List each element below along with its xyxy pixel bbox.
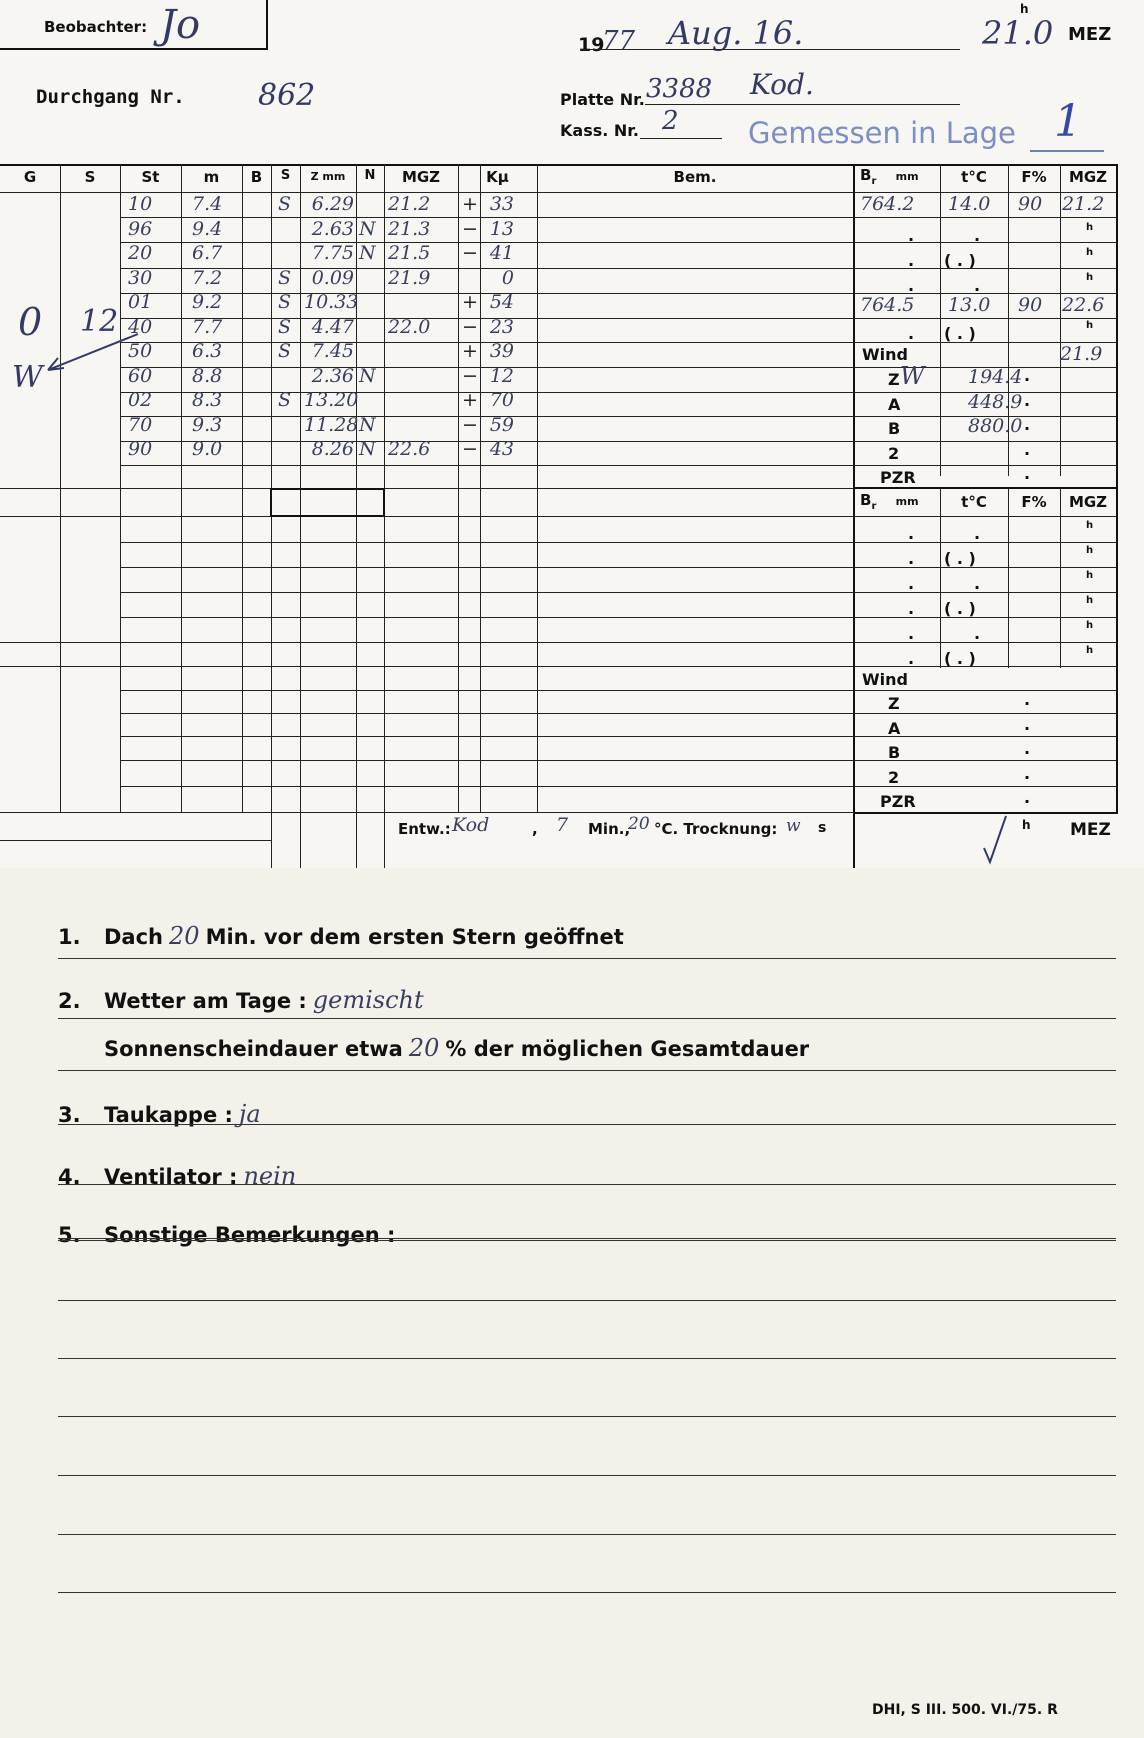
weather2-col-sep xyxy=(1060,488,1061,668)
constant-label: 2 xyxy=(888,767,900,787)
note-prefix: Dach xyxy=(104,925,164,949)
weather-b-1: 764.2 xyxy=(860,193,915,215)
col-header-z: Z mm xyxy=(310,170,346,183)
weather2-header-f: F% xyxy=(1021,493,1047,511)
note-line xyxy=(58,1124,1116,1125)
weather-r-sub: r xyxy=(871,176,877,187)
note-line xyxy=(58,1238,1116,1239)
cell-k: 41 xyxy=(489,242,514,264)
date-value: Aug. 16. xyxy=(668,14,804,52)
cell-k: 70 xyxy=(489,389,514,411)
weather2-header-b xyxy=(860,491,940,512)
note-suffix: % der möglichen Gesamtdauer xyxy=(445,1037,810,1061)
footer-tz: MEZ xyxy=(1070,820,1111,840)
cell-s: S xyxy=(278,266,292,289)
cell-k: 54 xyxy=(489,291,514,313)
table-top-border xyxy=(0,164,1118,166)
cell-st: 02 xyxy=(128,389,153,411)
row-line xyxy=(0,840,272,841)
cell-k: 12 xyxy=(489,364,514,387)
weather2-b-letter: B xyxy=(860,491,872,509)
cell-k: 33 xyxy=(489,193,514,215)
cell-sign: − xyxy=(462,315,478,338)
section-box xyxy=(270,488,385,517)
cassette-label: Kass. Nr. xyxy=(560,121,639,140)
col-header-m: m xyxy=(203,168,220,186)
cell-s: S xyxy=(278,340,292,362)
section-line xyxy=(0,516,854,517)
weather-mgz-1: 21.2 xyxy=(1062,193,1105,215)
col-header-mgz: MGZ xyxy=(401,168,441,186)
weather-mm: mm xyxy=(895,170,919,183)
cell-k: 13 xyxy=(489,217,514,240)
placeholder-h: h xyxy=(1086,620,1094,631)
weather2-r-sub: r xyxy=(871,501,877,512)
margin-w: W xyxy=(12,360,43,395)
constant-label: B xyxy=(888,419,901,438)
col-header-st: St xyxy=(141,168,160,186)
weather-header-b xyxy=(860,166,940,187)
note-item xyxy=(104,1034,809,1062)
col-header-g: G xyxy=(23,168,37,186)
weather2-header-t: t°C xyxy=(961,493,987,511)
transit-value: 862 xyxy=(258,78,316,113)
constant-dot: . xyxy=(1024,415,1031,434)
cell-sign: − xyxy=(462,413,478,436)
cell-st: 40 xyxy=(128,315,153,338)
cell-k: 39 xyxy=(489,340,514,362)
cell-m: 9.2 xyxy=(192,291,223,313)
placeholder-t: ( . ) xyxy=(944,599,976,618)
cell-st: 50 xyxy=(128,340,153,362)
row-line xyxy=(120,617,854,618)
measured-stamp-value: 1 xyxy=(1054,96,1082,147)
cell-st: 70 xyxy=(128,413,153,436)
weather-col-sep xyxy=(1060,164,1061,476)
cell-st: 90 xyxy=(128,438,153,460)
placeholder-t: . xyxy=(974,524,981,543)
trocknung-value: w xyxy=(786,816,801,836)
section-line xyxy=(0,488,854,489)
note-line xyxy=(58,958,1116,959)
row-line xyxy=(120,736,854,737)
placeholder-b: . xyxy=(908,524,915,543)
constant-label: B xyxy=(888,743,901,762)
row-line xyxy=(120,592,854,593)
placeholder-t: ( . ) xyxy=(944,649,976,668)
constant-dot: . xyxy=(1024,763,1031,783)
observation-card xyxy=(0,0,1144,868)
placeholder-b: . xyxy=(908,574,915,593)
entw-label: Entw.: xyxy=(398,820,451,838)
cell-s: S xyxy=(278,389,292,411)
cell-n: N xyxy=(359,364,376,387)
weather-row-line xyxy=(854,242,1117,243)
cell-sign: − xyxy=(462,438,478,460)
col-header-s2: S xyxy=(280,168,291,183)
cell-m: 8.8 xyxy=(192,364,223,387)
row-line xyxy=(120,760,854,761)
placeholder-b: . xyxy=(908,276,915,295)
cell-sign: − xyxy=(462,364,478,387)
wind2-label: Wind xyxy=(862,670,908,689)
cell-mgz: 21.5 xyxy=(388,242,431,264)
plate-underline xyxy=(645,104,960,105)
blank-line xyxy=(58,1592,1116,1593)
cell-sign: + xyxy=(462,291,478,313)
constant-dot: . xyxy=(1024,366,1031,385)
weather-row-line xyxy=(854,441,1117,442)
margin-s: 12 xyxy=(80,304,119,339)
placeholder-t: . xyxy=(974,574,981,593)
observer-value: Jo xyxy=(160,2,201,48)
weather-t-1: 14.0 xyxy=(948,193,991,215)
weather-b-letter: B xyxy=(860,166,872,184)
weather-col-sep xyxy=(940,164,941,476)
weather-section-line xyxy=(854,487,1117,489)
row-line xyxy=(120,786,854,787)
cell-k: 0 xyxy=(501,266,514,289)
constant-dot: . xyxy=(1024,439,1031,459)
cell-mgz: 21.2 xyxy=(388,193,431,215)
cell-n: N xyxy=(359,217,376,240)
row-line xyxy=(120,465,854,466)
placeholder-h: h xyxy=(1086,545,1094,556)
weather2-row-line xyxy=(854,567,1117,568)
weather-t-2: 13.0 xyxy=(948,294,991,316)
col-header-n: N xyxy=(364,168,376,183)
note-number: 2. xyxy=(58,989,81,1013)
stamp-underline xyxy=(1030,150,1104,152)
constant-dot: . xyxy=(1024,390,1031,410)
note-prefix: Sonnenscheindauer etwa xyxy=(104,1037,403,1061)
constant-label: PZR xyxy=(880,468,916,487)
constant-value: 880.0 xyxy=(968,415,1023,437)
blank-line xyxy=(58,1240,1116,1241)
note-number: 1. xyxy=(58,925,81,949)
cell-st: 20 xyxy=(128,242,153,264)
hour-sup: h xyxy=(1020,2,1029,16)
placeholder-h: h xyxy=(1086,320,1094,331)
date-underline xyxy=(580,49,960,50)
note-prefix: Wetter am Tage : xyxy=(104,989,307,1013)
transit-label: Durchgang Nr. xyxy=(36,86,185,108)
row-line xyxy=(0,642,854,643)
constant-value: 194.4 xyxy=(968,366,1023,388)
placeholder-h: h xyxy=(1086,645,1094,656)
blank-line xyxy=(58,1475,1116,1476)
note-item xyxy=(58,986,430,1014)
note-value: ja xyxy=(238,1100,261,1128)
trocknung-suffix: s xyxy=(818,820,827,836)
observer-label: Beobachter: xyxy=(44,18,148,36)
notes-card xyxy=(0,868,1144,1738)
date-year-prefix: 19 xyxy=(578,34,605,56)
cell-z: 7.75 xyxy=(311,242,354,264)
weather2-row-line xyxy=(854,617,1117,618)
weather-b-2: 764.5 xyxy=(860,294,915,316)
constant-dot: . xyxy=(1024,464,1031,483)
cell-st: 60 xyxy=(128,364,153,387)
weather-f-2: 90 xyxy=(1018,294,1043,316)
cell-z: 13.20 xyxy=(304,389,359,411)
cell-mgz: 21.3 xyxy=(388,217,431,240)
constant-label: A xyxy=(888,718,901,738)
min-value: 7 xyxy=(556,814,569,836)
note-prefix: Taukappe : xyxy=(104,1103,233,1127)
col-header-b: B xyxy=(250,168,263,186)
cell-s: S xyxy=(278,193,292,215)
placeholder-b: . xyxy=(908,549,915,568)
wind-mgz: 21.9 xyxy=(1060,343,1103,365)
placeholder-t: ( . ) xyxy=(944,324,976,343)
timezone: MEZ xyxy=(1068,24,1112,45)
placeholder-t: . xyxy=(974,624,981,643)
note-prefix: Ventilator : xyxy=(104,1165,238,1189)
blank-line xyxy=(58,1416,1116,1417)
weather2-row-line xyxy=(854,666,1117,667)
cell-k: 59 xyxy=(489,413,514,436)
row-line xyxy=(120,713,854,714)
wind-note: W xyxy=(900,362,925,390)
cell-s: S xyxy=(278,315,292,338)
weather2-row-line xyxy=(854,592,1117,593)
weather-header-t: t°C xyxy=(961,168,987,186)
cell-z: 8.26 xyxy=(311,438,354,460)
weather-header-f: F% xyxy=(1021,168,1047,186)
placeholder-b: . xyxy=(908,251,915,270)
cell-sign: + xyxy=(462,389,478,411)
form-code: DHI, S III. 500. VI./75. R xyxy=(872,1702,1058,1718)
plate-value: 3388 xyxy=(646,74,713,104)
placeholder-t: . xyxy=(974,276,981,295)
cell-n: N xyxy=(359,413,376,436)
note-value: 20 xyxy=(169,922,200,950)
weather2-row-line xyxy=(854,542,1117,543)
constant-label: PZR xyxy=(880,792,916,811)
cell-m: 9.0 xyxy=(192,438,223,460)
cell-st: 96 xyxy=(128,217,153,240)
note-line xyxy=(58,1018,1116,1019)
cell-s: S xyxy=(278,291,292,313)
cell-z: 0.09 xyxy=(311,266,354,289)
cell-st: 01 xyxy=(128,291,153,313)
cell-mgz: 22.6 xyxy=(388,438,431,460)
note-number: 5. xyxy=(58,1223,81,1247)
cell-sign: − xyxy=(462,242,478,264)
margin-g: 0 xyxy=(18,300,43,344)
weather-mgz-2: 22.6 xyxy=(1062,294,1105,316)
note-line xyxy=(58,1070,1116,1071)
weather-right-border xyxy=(1116,164,1118,814)
placeholder-b: . xyxy=(908,324,915,343)
placeholder-t: ( . ) xyxy=(944,251,976,270)
note-item xyxy=(58,922,624,950)
weather2-col-sep xyxy=(1008,488,1009,668)
min-label: Min., xyxy=(588,820,631,838)
date-year-value: 77 xyxy=(602,26,636,56)
col-header-bem: Bem. xyxy=(673,168,717,186)
constant-dot: . xyxy=(1024,714,1031,734)
entw-comma: , xyxy=(532,820,538,838)
placeholder-h: h xyxy=(1086,272,1094,283)
plate-suffix: Kod. xyxy=(750,68,814,101)
cell-st: 10 xyxy=(128,193,153,215)
placeholder-h: h xyxy=(1086,520,1094,531)
weather-row-line xyxy=(854,465,1117,466)
placeholder-b: . xyxy=(908,624,915,643)
placeholder-b: . xyxy=(908,599,915,618)
note-suffix: Min. vor dem ersten Stern geöffnet xyxy=(205,925,624,949)
placeholder-b: . xyxy=(908,649,915,668)
col-header-s: S xyxy=(84,168,96,186)
constant-value: 448.9 xyxy=(968,390,1023,413)
placeholder-b: . xyxy=(908,226,915,245)
weather-header-mgz: MGZ xyxy=(1068,168,1108,186)
cell-sign: + xyxy=(462,340,478,362)
blank-line xyxy=(58,1534,1116,1535)
cell-z: 10.33 xyxy=(304,291,359,313)
note-prefix: Sonstige Bemerkungen : xyxy=(104,1223,396,1247)
cell-z: 11.28 xyxy=(304,413,359,436)
placeholder-h: h xyxy=(1086,570,1094,581)
cell-m: 7.4 xyxy=(192,193,223,215)
note-item xyxy=(58,1220,407,1248)
plate-label: Platte Nr. xyxy=(560,90,645,109)
cell-sign: − xyxy=(462,217,478,240)
note-line xyxy=(58,1184,1116,1185)
constant-label: Z xyxy=(888,694,900,713)
weather2-col-sep xyxy=(940,488,941,668)
constant-label: A xyxy=(888,394,901,414)
constant-dot: . xyxy=(1024,788,1031,807)
constant-label: Z xyxy=(888,370,900,389)
cell-m: 6.7 xyxy=(192,242,223,264)
row-line xyxy=(0,666,854,667)
margin-arrow xyxy=(30,330,140,380)
row-line xyxy=(120,690,854,691)
cell-n: N xyxy=(359,438,376,460)
cell-m: 9.3 xyxy=(192,413,223,436)
weather2-row-line xyxy=(854,642,1117,643)
weather2-row-line xyxy=(854,713,1117,714)
constant-dot: . xyxy=(1024,739,1031,758)
wind-label: Wind xyxy=(862,345,908,364)
cell-k: 23 xyxy=(489,315,514,338)
weather2-row-line xyxy=(854,516,1117,517)
constant-label: 2 xyxy=(888,443,900,463)
weather-row-line xyxy=(854,217,1117,218)
cell-mgz: 22.0 xyxy=(388,315,431,338)
cell-z: 2.63 xyxy=(311,217,354,240)
placeholder-t: ( . ) xyxy=(944,549,976,568)
entw-value: Kod xyxy=(452,814,490,836)
cell-z: 7.45 xyxy=(311,340,354,362)
placeholder-t: . xyxy=(974,226,981,245)
cell-m: 7.2 xyxy=(192,266,223,289)
row-line xyxy=(0,812,854,813)
note-value: nein xyxy=(243,1162,297,1190)
temp-label: °C. Trocknung: xyxy=(654,820,778,838)
placeholder-h: h xyxy=(1086,247,1094,258)
cell-k: 43 xyxy=(489,438,514,460)
cell-z: 6.29 xyxy=(311,193,354,215)
col-header-kmu: Kμ xyxy=(486,168,509,186)
cell-m: 9.4 xyxy=(192,217,223,240)
weather2-header-mgz: MGZ xyxy=(1068,493,1108,511)
note-value: 20 xyxy=(408,1034,440,1062)
cell-m: 8.3 xyxy=(192,389,223,411)
blank-line xyxy=(58,1358,1116,1359)
cell-z: 2.36 xyxy=(311,364,354,387)
temp-value: 20 xyxy=(628,814,650,834)
constant-dot: . xyxy=(1024,690,1031,709)
cell-sign: + xyxy=(462,193,478,215)
cell-z: 4.47 xyxy=(311,315,354,338)
weather-f-1: 90 xyxy=(1018,193,1043,215)
cell-m: 7.7 xyxy=(192,315,223,338)
placeholder-h: h xyxy=(1086,222,1094,233)
blank-line xyxy=(58,1300,1116,1301)
weather2-row-line xyxy=(854,690,1117,691)
cell-st: 30 xyxy=(128,266,153,289)
cassette-underline xyxy=(640,138,722,139)
cell-mgz: 21.9 xyxy=(388,266,431,289)
cassette-value: 2 xyxy=(662,106,679,136)
placeholder-h: h xyxy=(1086,595,1094,606)
row-line xyxy=(120,542,854,543)
hour-value: 21.0 xyxy=(982,14,1054,52)
note-number: 4. xyxy=(58,1165,81,1189)
note-item xyxy=(58,1162,302,1190)
weather-row-line xyxy=(854,268,1117,269)
note-value: gemischt xyxy=(312,986,424,1014)
footer-check-mark xyxy=(980,812,1010,868)
footer-hour-sup: h xyxy=(1022,818,1031,832)
note-number: 3. xyxy=(58,1103,81,1127)
cell-m: 6.3 xyxy=(192,340,223,362)
cell-n: N xyxy=(359,242,376,264)
weather-row-line xyxy=(854,318,1117,319)
row-line xyxy=(120,567,854,568)
measured-stamp: Gemessen in Lage xyxy=(748,116,1016,150)
weather2-mm: mm xyxy=(895,495,919,508)
